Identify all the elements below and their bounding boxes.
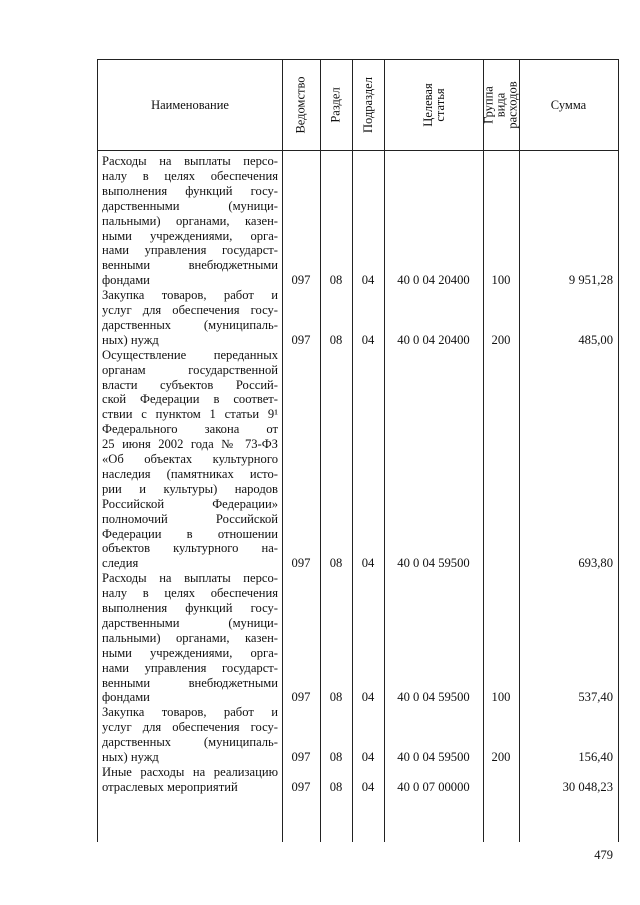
target-article-cell: 40 0 04 20400 (397, 332, 470, 347)
header-divider (98, 150, 618, 151)
row-name (102, 571, 278, 705)
subsection-cell: 04 (361, 556, 375, 571)
header-section (320, 60, 352, 150)
target-article-cell: 40 0 04 59500 (397, 750, 470, 764)
row-name-line: дарственных (муниципаль- (102, 735, 278, 750)
row-name (102, 348, 278, 572)
row-name-line: ными учреждениями, орга- (102, 228, 278, 243)
header-expense-group (483, 60, 519, 150)
amount-cell: 537,40 (578, 690, 613, 705)
row-name (102, 705, 278, 765)
row-name-line: дарственными (муници- (102, 198, 278, 213)
row-name-line: следия (102, 556, 139, 571)
section-cell: 08 (329, 273, 343, 288)
header-expense-group-label: Группа вида расходов (482, 81, 521, 129)
section-cell: 08 (329, 750, 343, 764)
target-article-cell: 40 0 04 20400 (397, 273, 470, 288)
target-article-cell: 40 0 04 59500 (397, 690, 470, 705)
header-target-article (384, 60, 483, 150)
header-amount (519, 60, 618, 150)
row-name-line: Расходы на выплаты персо- (102, 571, 278, 586)
column-divider (352, 60, 353, 842)
row-name-line: ных) нужд (102, 750, 159, 765)
row-name-line: ных) нужд (102, 332, 159, 347)
budget-table (97, 59, 619, 842)
row-name-line: власти субъектов Россий- (102, 377, 278, 392)
row-name-line: рии и культуры) народов (102, 481, 278, 496)
row-name-line: венными внебюджетными (102, 675, 278, 690)
amount-cell: 9 951,28 (568, 273, 613, 288)
row-name-line: полномочий Российской (102, 511, 278, 526)
row-name-line: Федерального закона от (102, 422, 278, 437)
section-cell: 08 (329, 556, 343, 571)
amount-cell: 485,00 (578, 332, 613, 347)
department-cell: 097 (291, 332, 311, 347)
subsection-cell: 04 (361, 750, 375, 764)
header-subsection-label: Подраздел (361, 77, 375, 133)
row-name-line: дарственными (муници- (102, 615, 278, 630)
row-name-line: ными учреждениями, орга- (102, 645, 278, 660)
row-name-line: отраслевых мероприятий (102, 779, 238, 794)
subsection-cell: 04 (361, 273, 375, 288)
row-name-line: налу в целях обеспечения (102, 168, 278, 183)
row-name (102, 154, 278, 288)
row-name-line: фондами (102, 690, 150, 705)
row-name-line: дарственных (муниципаль- (102, 317, 278, 332)
row-name-line: Закупка товаров, работ и (102, 705, 278, 720)
row-name-line: «Об объектах культурного (102, 452, 278, 467)
department-cell: 097 (291, 273, 311, 288)
header-department (282, 60, 320, 150)
row-name-line: ской Федерации в соответ- (102, 392, 278, 407)
row-name-line: пальными) органами, казен- (102, 213, 278, 228)
header-name (98, 60, 282, 150)
row-name-line: ствии с пунктом 1 статьи 9¹ (102, 407, 278, 422)
row-name-line: Закупка товаров, работ и (102, 288, 278, 303)
row-name-line: пальными) органами, казен- (102, 630, 278, 645)
target-article-cell: 40 0 04 59500 (397, 556, 470, 571)
row-name-line: объектов культурного на- (102, 541, 278, 556)
column-divider (282, 60, 283, 842)
header-department-label: Ведомство (294, 76, 308, 134)
row-name-line: Иные расходы на реализацию (102, 764, 278, 779)
column-divider (320, 60, 321, 842)
header-subsection (352, 60, 384, 150)
department-cell: 097 (291, 779, 311, 794)
row-name-line: органам государственной (102, 362, 278, 377)
expense-group-cell: 100 (491, 273, 511, 288)
row-name-line: наследия (памятниках исто- (102, 466, 278, 481)
amount-cell: 693,80 (578, 556, 613, 571)
row-name-line: налу в целях обеспечения (102, 586, 278, 601)
row-name-line: 25 июня 2002 года № 73-ФЗ (102, 437, 278, 452)
row-name-line: нами управления государст- (102, 660, 278, 675)
header-section-label: Раздел (329, 87, 344, 123)
department-cell: 097 (291, 556, 311, 571)
row-name-line: Осуществление переданных (102, 347, 278, 362)
column-divider (384, 60, 385, 842)
row-name-line: Российской Федерации» (102, 496, 278, 511)
expense-group-cell: 200 (491, 332, 511, 347)
row-name-line: фондами (102, 273, 150, 288)
row-name-line: выполнения функций госу- (102, 183, 278, 198)
row-name-line: венными внебюджетными (102, 258, 278, 273)
subsection-cell: 04 (361, 690, 375, 705)
section-cell: 08 (329, 690, 343, 705)
row-name-line: Расходы на выплаты персо- (102, 154, 278, 168)
subsection-cell: 04 (361, 332, 375, 347)
row-name-line: нами управления государст- (102, 243, 278, 258)
header-target-article-label: Целевая статья (420, 83, 447, 127)
row-name-line: Федерации в отношении (102, 526, 278, 541)
column-divider (519, 60, 520, 842)
expense-group-cell: 100 (491, 690, 511, 705)
header-name-label: Наименование (151, 97, 229, 112)
row-name (102, 288, 278, 348)
row-name (102, 765, 278, 795)
department-cell: 097 (291, 750, 311, 764)
expense-group-cell: 200 (491, 750, 511, 764)
column-divider (483, 60, 484, 842)
row-name-line: услуг для обеспечения госу- (102, 303, 278, 317)
target-article-cell: 40 0 07 00000 (397, 779, 470, 794)
header-amount-label: Сумма (550, 97, 587, 112)
section-cell: 08 (329, 332, 343, 347)
subsection-cell: 04 (361, 779, 375, 794)
amount-cell: 30 048,23 (562, 779, 613, 794)
amount-cell: 156,40 (578, 750, 613, 764)
section-cell: 08 (329, 779, 343, 794)
row-name-line: выполнения функций госу- (102, 601, 278, 615)
department-cell: 097 (291, 690, 311, 705)
row-name-line: услуг для обеспечения госу- (102, 720, 278, 735)
page-number: 479 (594, 848, 613, 862)
